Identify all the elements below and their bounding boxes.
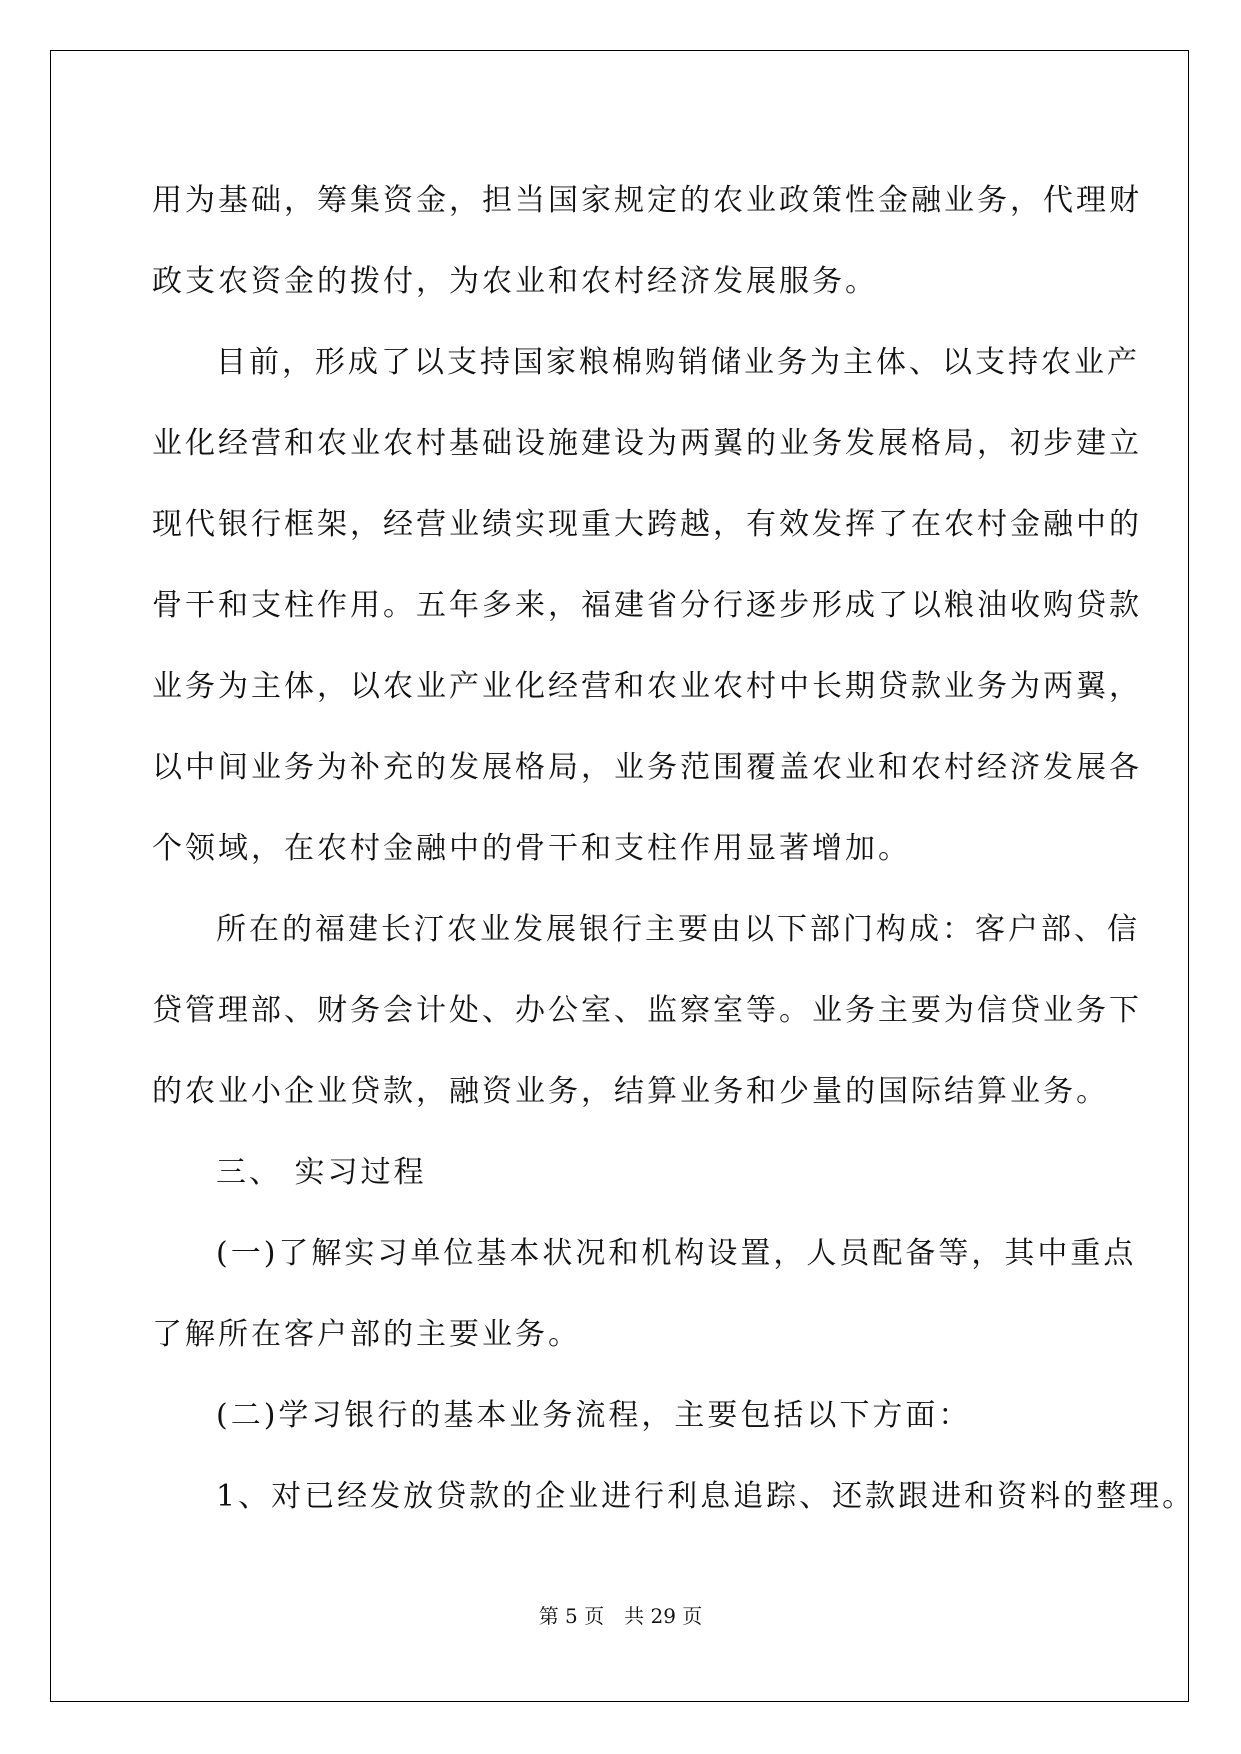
text-line: 1、对已经发放贷款的企业进行利息追踪、还款跟进和资料的整理。 [216, 1479, 1196, 1514]
text-line: 政支农资金的拨付，为农业和农村经济发展服务。 [152, 264, 878, 299]
text-line: 业务为主体，以农业产业化经营和农业农村中长期贷款业务为两翼， [152, 669, 1142, 704]
text-line: 以中间业务为补充的发展格局，业务范围覆盖农业和农村经济发展各 [152, 750, 1142, 785]
section-heading: 三、 实习过程 [216, 1155, 427, 1190]
text-line: 用为基础，筹集资金，担当国家规定的农业政策性金融业务，代理财 [152, 183, 1142, 218]
text-line: (二)学习银行的基本业务流程，主要包括以下方面： [216, 1398, 972, 1433]
text-line: 目前，形成了以支持国家粮棉购销储业务为主体、以支持农业产 [216, 345, 1140, 380]
text-line: 现代银行框架，经营业绩实现重大跨越，有效发挥了在农村金融中的 [152, 507, 1142, 542]
text-line: 了解所在客户部的主要业务。 [152, 1317, 581, 1352]
text-line: 骨干和支柱作用。五年多来，福建省分行逐步形成了以粮油收购贷款 [152, 588, 1142, 623]
document-body [152, 160, 1196, 1537]
text-line: 个领域，在农村金融中的骨干和支柱作用显著增加。 [152, 831, 911, 866]
text-line: 业化经营和农业农村基础设施建设为两翼的业务发展格局，初步建立 [152, 426, 1142, 461]
text-line: 所在的福建长汀农业发展银行主要由以下部门构成：客户部、信 [216, 912, 1140, 947]
text-line: 的农业小企业贷款，融资业务，结算业务和少量的国际结算业务。 [152, 1074, 1109, 1109]
text-line: 贷管理部、财务会计处、办公室、监察室等。业务主要为信贷业务下 [152, 993, 1142, 1028]
page-number-footer: 第 5 页 共 29 页 [538, 1604, 703, 1628]
text-line: (一)了解实习单位基本状况和机构设置，人员配备等，其中重点 [216, 1236, 1137, 1271]
